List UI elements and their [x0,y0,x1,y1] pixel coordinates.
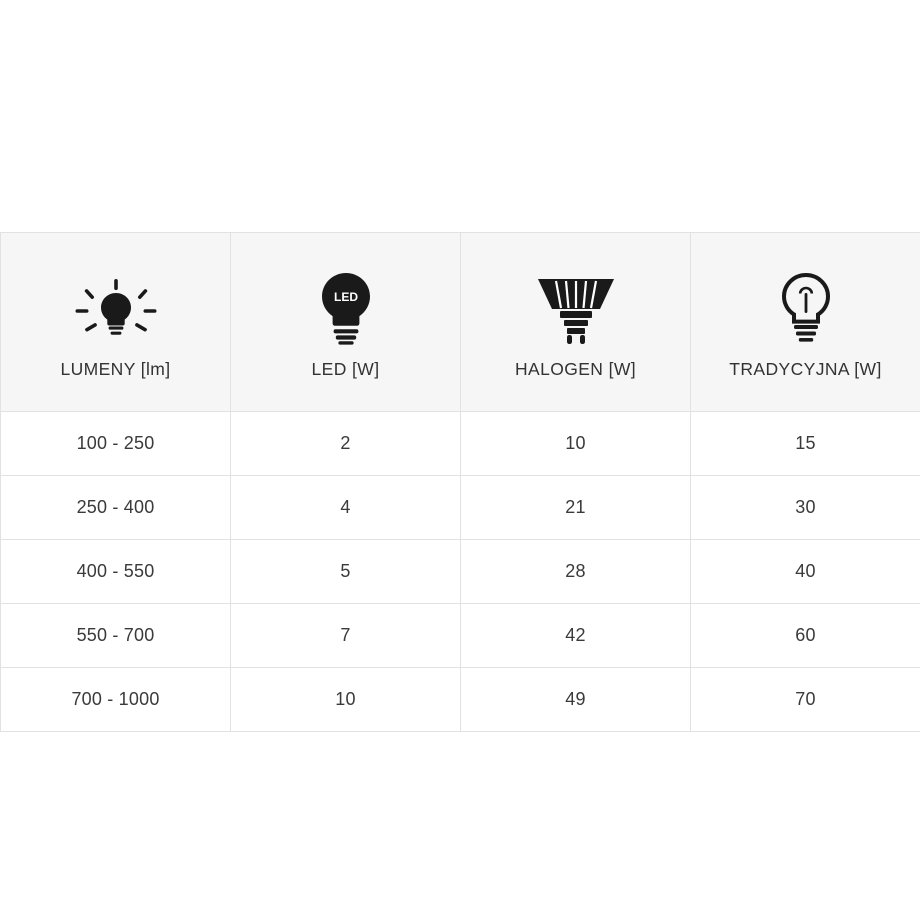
column-header-lumens-label: LUMENY [lm] [60,359,171,379]
column-header-traditional [691,233,920,412]
column-header-halogen [461,233,691,412]
cell-led: 4 [231,476,461,540]
cell-lumens: 100 - 250 [1,412,231,476]
table-header-row [1,233,920,412]
cell-traditional: 40 [691,540,920,604]
cell-halogen: 49 [461,668,691,732]
cell-halogen: 42 [461,604,691,668]
table-row [1,476,920,540]
cell-lumens: 550 - 700 [1,604,231,668]
table-body [1,412,920,732]
lumens-bulb-rays-icon [74,271,158,345]
table-row [1,668,920,732]
table-row [1,540,920,604]
cell-led: 7 [231,604,461,668]
table-row [1,412,920,476]
cell-traditional: 70 [691,668,920,732]
lumens-comparison-table [0,232,920,732]
cell-lumens: 250 - 400 [1,476,231,540]
table-row [1,604,920,668]
column-header-halogen-label: HALOGEN [W] [514,359,637,379]
traditional-bulb-icon [776,271,836,345]
table-header [1,233,920,412]
column-header-led-label: LED [W] [311,359,380,379]
cell-traditional: 30 [691,476,920,540]
cell-led: 2 [231,412,461,476]
cell-traditional: 15 [691,412,920,476]
column-header-lumens [1,233,231,412]
led-glyph-text: LED [333,290,358,304]
cell-halogen: 10 [461,412,691,476]
column-header-led [231,233,461,412]
cell-halogen: 28 [461,540,691,604]
cell-lumens: 700 - 1000 [1,668,231,732]
led-bulb-icon [316,271,376,345]
cell-traditional: 60 [691,604,920,668]
cell-halogen: 21 [461,476,691,540]
cell-led: 5 [231,540,461,604]
lumens-comparison-table-wrapper [0,232,920,732]
halogen-reflector-icon [534,271,618,345]
cell-lumens: 400 - 550 [1,540,231,604]
cell-led: 10 [231,668,461,732]
column-header-traditional-label: TRADYCYJNA [W] [729,359,882,379]
